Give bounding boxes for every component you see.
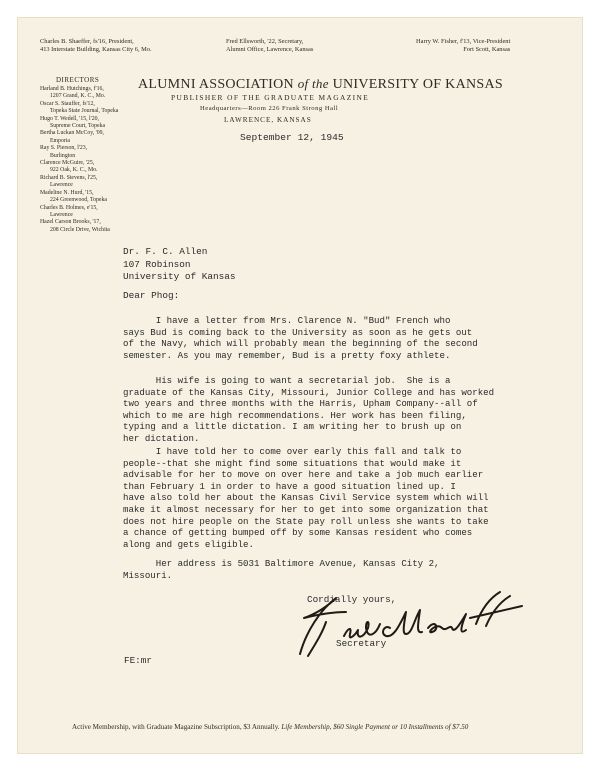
director-name: Richard B. Stevens, l'25, (40, 174, 98, 181)
city-line: LAWRENCE, KANSAS (224, 116, 312, 124)
paragraph-4 (123, 558, 503, 581)
director-name: Ray S. Pierson, l'23, (40, 145, 88, 152)
paragraph-line: semester. As you may remember, Bud is a pretty foxy athlete. (123, 349, 451, 361)
paragraph-line: graduate of the Kansas City, Missouri, Junior College and has worked (123, 386, 495, 398)
director-detail: 208 Circle Drive, Wichita (50, 226, 110, 233)
paragraph-line: a chance of getting bumped off by some Kansas resident who comes (123, 527, 473, 539)
address-line: Dr. F. C. Allen (123, 246, 208, 257)
officer-line: Alumni Office, Lawrence, Kansas (226, 46, 314, 54)
director-detail: 1207 Grand, K. C., Mo. (50, 93, 106, 100)
officer-line: Fort Scott, Kansas (463, 46, 511, 54)
director-name: Hazel Carson Brooks, '17, (40, 219, 101, 226)
director-name: Charles B. Holmes, e'15, (40, 204, 98, 211)
directors-heading: DIRECTORS (56, 76, 100, 84)
paragraph-line: people--that she might find some situations that would make it (123, 457, 462, 469)
recipient-address (123, 246, 236, 284)
paragraph-line: I have a letter from Mrs. Clarence N. "Bud" French who (123, 315, 451, 326)
director-name: Hugo T. Wedell, '15, l'20, (40, 115, 99, 122)
organization-subtitle: PUBLISHER OF THE GRADUATE MAGAZINE (171, 93, 370, 102)
director-detail: Lawrence (50, 182, 73, 189)
address-line: University of Kansas (123, 271, 236, 282)
director-name: Harland B. Hutchings, f'16, (40, 86, 104, 92)
letter-date: September 12, 1945 (240, 132, 344, 143)
director-detail: Supreme Court, Topeka (50, 123, 106, 130)
signature-title: Secretary (336, 638, 387, 649)
handwritten-signature (286, 584, 536, 662)
organization-title-part2: UNIVERSITY OF KANSAS (332, 77, 503, 92)
director-name: Madeline N. Hurd, '15, (40, 189, 94, 196)
director-name: Oscar S. Stauffer, fs'12, (40, 100, 95, 107)
paragraph-line: Missouri. (123, 569, 173, 581)
director-detail: Emporia (50, 137, 70, 144)
footer-part-1: Active Membership, with Graduate Magazine Subscription, $3 Annually. (72, 723, 280, 731)
officer-line: Charles B. Shaeffer, fs'16, President, (40, 38, 134, 45)
footer-part-2: Life Membership, (281, 723, 332, 731)
organization-title-part1: ALUMNI ASSOCIATION (138, 77, 294, 92)
paragraph-line: her dictation. (123, 432, 200, 444)
paragraph-line: typing and a little dictation. I am writing her to brush up on (123, 421, 462, 433)
paragraph-2 (123, 375, 503, 445)
address-line: 107 Robinson (123, 258, 191, 270)
paragraph-line: His wife is going to want a secretarial job. She is a (123, 375, 451, 386)
paragraph-line: along and gets eligible. (123, 538, 254, 550)
paragraph-line: make it almost necessary for her to get into some organization that (123, 503, 489, 515)
paragraph-line: I have told her to come over early this fall and talk to (123, 446, 462, 457)
headquarters-line: Headquarters—Room 226 Frank Strong Hall (200, 105, 339, 112)
director-detail: 224 Greenwood, Topeka (50, 197, 107, 204)
director-name: Bertha Luckan McCoy, '09, (40, 130, 104, 137)
paragraph-line: than February 1 in order to have a good situation lined up. I (123, 480, 456, 492)
footer-part-3: $60 Single Payment or 10 Installments of $7.50 (333, 723, 469, 731)
paragraph-line: of the Navy, which will probably mean the beginning of the second (123, 338, 478, 350)
paragraph-line: says Bud is coming back to the University as soon as he gets out (123, 326, 473, 338)
officer-president (40, 38, 152, 54)
paragraph-line: have also told her about the Kansas Civil Service system which will (123, 492, 489, 504)
paragraph-line: which to me are high recommendations. Her work has been filing, (123, 409, 467, 421)
officer-secretary (226, 38, 313, 54)
director-detail: 922 Oak, K. C., Mo. (50, 167, 98, 174)
paragraph-line: two years and three months with the Harris, Upham Company--all of (123, 398, 478, 410)
closing: Cordially yours, (307, 594, 397, 605)
director-detail: Topeka State Journal, Topeka (50, 108, 119, 115)
salutation: Dear Phog: (123, 290, 180, 301)
letter-page (18, 18, 582, 753)
officer-line: Fred Ellsworth, '22, Secretary, (226, 38, 304, 45)
paragraph-line: does not hire people on the State pay roll unless she wants to take (123, 515, 489, 527)
director-detail: Burlington (50, 152, 76, 159)
officer-vice-president (416, 38, 510, 54)
director-name: Clarence McGuire, '25, (40, 160, 95, 167)
typist-initials: FE:mr (124, 655, 152, 666)
membership-footer (72, 723, 468, 731)
officer-line: Harry W. Fisher, f'13, Vice-President (416, 38, 511, 45)
paragraph-line: advisable for her to move on over here and take a job much earlier (123, 469, 484, 481)
organization-title-of: of the (297, 76, 329, 91)
paragraph-3 (123, 446, 503, 550)
director-detail: Lawrence (50, 211, 73, 218)
organization-title (138, 76, 503, 93)
officer-line: 413 Interstate Building, Kansas City 6, Mo. (40, 46, 152, 54)
paragraph-line: Her address is 5031 Baltimore Avenue, Kansas City 2, (123, 558, 440, 569)
directors-list (40, 86, 145, 234)
paragraph-1 (123, 315, 503, 361)
